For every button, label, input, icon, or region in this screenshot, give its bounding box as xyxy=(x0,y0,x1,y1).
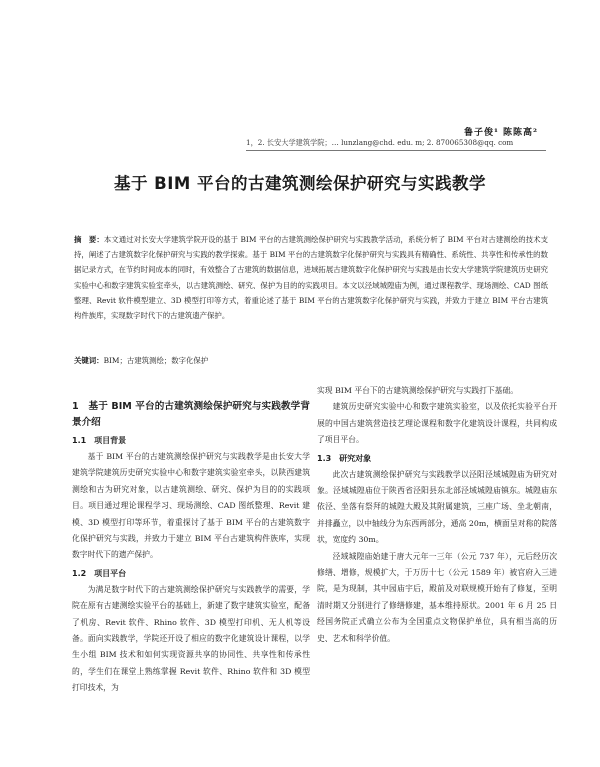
affiliation: 1，2. 长安大学建筑学院；… lunzlang@chd. edu. m; 2. 870065308@qq. com xyxy=(246,138,514,147)
section-1-3-paragraph-1: 此次古建筑测绘保护研究与实践教学以泾阳泾域城隍庙为研究对象。泾域城隍庙位于陕西省泾阳县东北部泾域城隍庙镇东。城隍庙东依泾、坐落有祭拜的城隍大殿及其附属建筑，三座广场、坐北朝南，并排矗立，以中轴线分为东西两部分，通高 20m，横面呈对称的院落状，宽度约 30m。 xyxy=(317,469,557,545)
section-1-2-heading: 1.2 项目平台 xyxy=(72,568,127,578)
section-1-1-paragraph: 基于 BIM 平台的古建筑测绘保护研究与实践教学是由长安大学建筑学院建筑历史研究实验中心和数字建筑实验室牵头，以陕西建筑测绘和古为研究对象，以古建筑测绘、研究、保护为目的的实践项目。项目通过理论课程学习、现场测绘、CAD 图纸整理、Revit 建模、3D 模型打印等环节，着重探讨了基于 BIM 平台的古建筑数字化保护研究与实践，并致力于建立 BIM 平台古建筑构件族库，实现数字时代下的遗产保护。 xyxy=(72,452,310,560)
right-column xyxy=(317,383,557,647)
section-1-2-paragraph-2: 建筑历史研究实验中心和数字建筑实验室，以及依托实验平台开展的中国古建筑营造技艺理论课程和数字化建筑设计课程，共同构成了项目平台。 xyxy=(317,402,557,445)
paper-title: 基于 BIM 平台的古建筑测绘保护研究与实践教学 xyxy=(113,174,487,193)
keywords-label: 关键词： xyxy=(74,356,104,365)
keywords-text: BIM；古建筑测绘；数字化保护 xyxy=(103,356,209,365)
section-1-3-heading: 1.3 研究对象 xyxy=(317,453,372,463)
abstract xyxy=(74,232,548,323)
abstract-text: 本文通过对长安大学建筑学院开设的基于 BIM 平台的古建筑测绘保护研究与实践教学活动，系统分析了 BIM 平台对古建测绘的技术支持，阐述了古建筑数字化保护研究与实践的教学探索。基于 BIM 平台的古建筑数字化保护研究与实践具有精确性、系统性、共享性和传承性的数据记录方式，在节约时间成本的同时，有效整合了古建筑的数据信息，进域拓展古建筑数字化保护研究与实践是由长安大学建筑学院建筑历史研究实验中心和数字建筑实验室牵头，以古建筑测绘、研究、保护为目的的实践项目。本文以泾域城隍庙为例，通过课程教学、现场测绘、CAD 图纸整理、Revit 软件模型建立、3D 模型打印等方式，着重论述了基于 BIM 平台的古建筑数字化保护研究与实践，并致力于建立 BIM 平台古建筑构件族库，实现数字时代下的古建筑遗产保护。 xyxy=(74,235,548,321)
authors: 鲁子俊¹ 陈陈高² xyxy=(463,128,538,138)
affiliation-divider xyxy=(246,150,546,151)
section-1-3-paragraph-2: 泾域城隍庙始建于唐大元年一三年（公元 737 年），元后经历次修缮、增修，规模扩大，于万历十七（公元 1589 年）被官府入三进院，是为现制，其中园庙宇后，殿前及对联规模开始有了修复，至明清时期又分别进行了修缮修建，基本维持原状。2001 年 6 月 25 日经国务院正式确立公布为全国重点文物保护单位，具有相当高的历史、艺术和科学价值。 xyxy=(317,551,557,643)
section-1-heading: 1 基于 BIM 平台的古建筑测绘保护研究与实践教学背景介绍 xyxy=(72,401,310,428)
section-1-2-continued: 实现 BIM 平台下的古建筑测绘保护研究与实践打下基础。 xyxy=(317,386,519,395)
section-1-2-paragraph: 为满足数字时代下的古建筑测绘保护研究与实践教学的需要，学院在原有古建测绘实验平台的基础上，新建了数字建筑实验室，配备了机房、Revit 软件、Rhino 软件、3D 模型打印机、无人机等设备。面向实践教学，学院还开设了相应的数字化建筑设计课程，以学生小组 BIM 技术和如何实现资源共享的协同性、共享性和传承性的，学生们在课堂上熟练掌握 Revit 软件、Rhino 软件和 3D 模型打印技术，为 xyxy=(72,584,310,693)
keywords xyxy=(74,355,548,366)
left-column xyxy=(72,393,310,697)
abstract-label: 摘 要： xyxy=(74,235,104,244)
section-1-1-heading: 1.1 项目背景 xyxy=(72,436,127,445)
